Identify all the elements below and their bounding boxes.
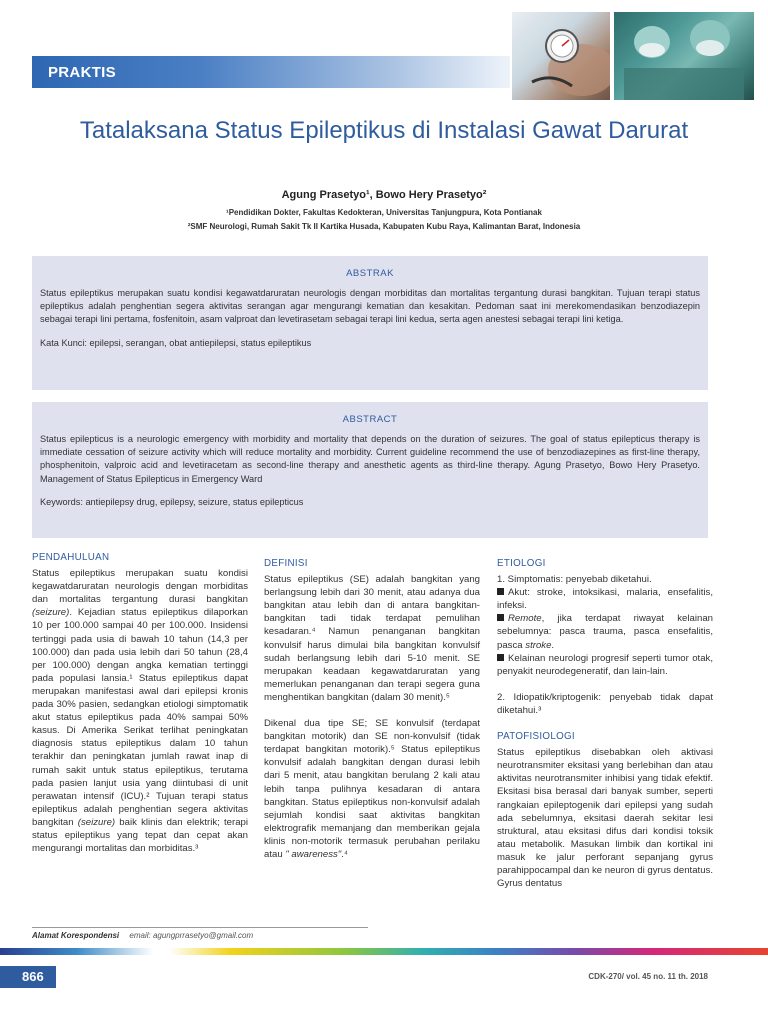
definisi-heading: DEFINISI (264, 558, 308, 569)
column-pendahuluan (32, 551, 248, 855)
pendahuluan-paragraph (32, 567, 248, 855)
page-number: 866 (22, 969, 44, 984)
remote-term: Remote (508, 613, 542, 625)
correspondence-email[interactable]: email: agungprrasetyo@gmail.com (129, 931, 254, 940)
patofisiologi-heading: PATOFISIOLOGI (497, 731, 575, 743)
etiologi-heading: ETIOLOGI (497, 558, 546, 569)
section-label: PRAKTIS (48, 64, 116, 81)
section-band (32, 56, 510, 88)
etiologi-item-1: 1. Simptomatis: penyebab diketahui. (497, 574, 652, 586)
column-definisi (264, 557, 480, 861)
abstract-heading: ABSTRACT (342, 414, 398, 425)
journal-citation: CDK-270/ vol. 45 no. 11 th. 2018 (588, 972, 708, 981)
definisi-text-b: .⁴ (341, 848, 349, 860)
affiliation-1: ¹Pendidikan Dokter, Fakultas Kedokteran, Universitas Tanjungpura, Kota Pontianak (226, 208, 542, 217)
correspondence-label: Alamat Korespondensi (32, 931, 120, 940)
abstract-text: Status epilepticus is a neurologic emergency with morbidity and mortality that depends on the duration of seizures. The goal of status epilepticus therapy is immediate cessation of seizure activity which will reduce mortality and morbidity. Current guideline recommend the use of benzodiazepines as first-line therapy, phosphenitoin, valproic acid and levetiracetam as second-line therapy and anesthetic agents as third-line therapy. Agung Prasetyo, Bowo Hery Prasetyo. Management of Status Epilepticus in Emergency Ward (40, 434, 700, 484)
abstrak-text: Status epileptikus merupakan suatu kondisi kegawatdaruratan neurologis dengan morbiditas dan mortalitas tergantung durasi bangkitan. Tujuan terapi status epileptikus adalah penghentian segera aktivitas serangan agar mengurangi kematian dan kesakitan. Pedoman saat ini merekomendasikan benzodiazepin sebagai terapi lini pertama, fosfenitoin, asam valproat dan levetirasetam sebagai terapi lini kedua, serta agen anestesi sebagai terapi lini ketiga. (40, 288, 700, 325)
bullet-2-text-b: . (551, 639, 555, 651)
correspondence (32, 927, 368, 940)
square-bullet-icon (497, 614, 504, 621)
seizure-term: (seizure) (32, 607, 70, 619)
abstrak-keywords: Kata Kunci: epilepsi, serangan, obat antiepilepsi, status epileptikus (40, 337, 312, 348)
etiologi-item-2: 2. Idiopatik/kriptogenik: penyebab tidak dapat diketahui.³ (497, 691, 713, 716)
footer-color-bar (0, 948, 768, 955)
abstract-keywords: Keywords: antiepilepsy drug, epilepsy, seizure, status epilepticus (40, 496, 304, 507)
column-etiologi (497, 557, 713, 890)
definisi-paragraph-2 (264, 717, 480, 861)
seizure-term-2: (seizure) (77, 816, 116, 828)
patofisiologi-paragraph: Status epileptikus disebabkan oleh aktivasi neurotransmiter eksitasi yang berlebihan dan atau aktivitas neurotransmiter inhibisi yang tidak efektif. Eksitasi bisa berasal dari banyak sumber, seperti rangkaian epileptogenik dari epilepsi yang sudah ada sebelumnya, eksitasi daerah sekitar lesi struktural, atau eksitasi difus dari kondisi toksik atau metabolik. Masukan limbik dan kortikal ini masuk ke jalur perforant sepanjang gyrus parahippocampal dan ke neuron di gyrus dentatus. Gyrus dentatus (497, 747, 714, 890)
square-bullet-icon (497, 654, 504, 661)
abstract-box (32, 402, 708, 538)
blood-pressure-photo (512, 12, 610, 100)
article-authors: Agung Prasetyo¹, Bowo Hery Prasetyo² (281, 189, 487, 201)
pendahuluan-heading: PENDAHULUAN (32, 552, 110, 563)
affiliation-2: ²SMF Neurologi, Rumah Sakit Tk II Kartika Husada, Kabupaten Kubu Raya, Kalimantan Barat, Indonesia (187, 222, 581, 231)
bullet-3-text: Kelainan neurologi progresif seperti tumor otak, penyakit neurodegeneratif, dan lain-lain. (497, 652, 713, 677)
etiologi-bullet-2 (497, 612, 713, 651)
bullet-1-text: Akut: stroke, intoksikasi, malaria, ensefalitis, infeksi. (497, 587, 713, 612)
abstrak-box (32, 256, 708, 390)
definisi-text-a: Dikenal dua tipe SE; SE konvulsif (terdapat bangkitan motorik) dan SE non-konvulsif (tidak terdapat bangkitan motorik).⁵ Status epileptikus konvulsif adalah bangkitan dengan durasi lebih dari 5 menit, atau bangkitan berulang 2 kali atau lebih tanpa pulihnya kesadaran di antara bangkitan. Status epileptikus non-konvulsif adalah sejumlah kondisi saat aktivitas bangkitan elektrografik memanjang dan memberikan gejala klinis non-motorik termasuk perubahan perilaku atau (264, 718, 480, 860)
abstrak-heading: ABSTRAK (346, 268, 394, 279)
pendahuluan-text-b: . Kejadian status epileptikus dilaporkan 10 per 100.000 sampai 40 per 100.000. Insidensi tertinggi pada usia di bawah 10 tahun (14,3 per 100.000) dan pada usia lebih dari 50 tahun (28,4 per 100.000) dengan angka kematian tertinggi pada populasi lansia.¹ Status epileptikus dapat merupakan manifestasi awal dari epilepsi kronis pada 30% pasien, sedangkan etiologi simptomatik akut status epileptikus pada 40% sampai 50% kasus. Di Amerika Serikat terlihat peningkatan diagnosis status epileptikus dalam 10 tahun terakhir dan peningkatan jumlah rawat inap di rumah sakit untuk status epileptikus, terutama pada pasien lanjut usia yang diintubasi di unit perawatan intensif (ICU).² Tujuan terapi status epileptikus adalah penghentian segera aktivitas bangkitan (32, 607, 248, 828)
pendahuluan-text-a: Status epileptikus merupakan suatu kondisi kegawatdaruratan neurologis dengan morbiditas dan mortalitas tergantung durasi bangkitan (32, 568, 248, 606)
pendahuluan-text-c: baik klinis dan elektrik; terapi status epileptikus yang tepat dan cepat akan mengurangi mortalitas dan morbiditas.³ (32, 816, 248, 855)
etiologi-bullet-1 (497, 586, 713, 612)
article-title: Tatalaksana Status Epileptikus di Instalasi Gawat Darurat (79, 117, 689, 144)
definisi-paragraph-1: Status epileptikus (SE) adalah bangkitan yang berlangsung lebih dari 30 menit, atau adanya dua bangkitan atau lebih dan di antara bangkitan-bangkitan tadi tidak terdapat pemulihan kesadaran.⁴ Namun penanganan bangkitan konvulsif harus dimulai bila bangkitan konvulsif sudah berlangsung lebih dari 5-10 menit. SE merupakan keadaan kegawatdaruratan yang memerlukan penanganan dan terapi segera guna menghentikan bangkitan (dalam 30 menit).⁵ (264, 574, 480, 703)
bullet-2-text-a: , jika terdapat riwayat kelainan sebelumnya: pasca trauma, pasca ensefalitis, pasca (497, 613, 713, 651)
square-bullet-icon (497, 588, 504, 595)
stroke-term: stroke (525, 639, 552, 651)
surgery-photo (614, 12, 754, 100)
awareness-term: " awareness" (285, 848, 342, 860)
etiologi-bullet-3 (497, 652, 713, 678)
